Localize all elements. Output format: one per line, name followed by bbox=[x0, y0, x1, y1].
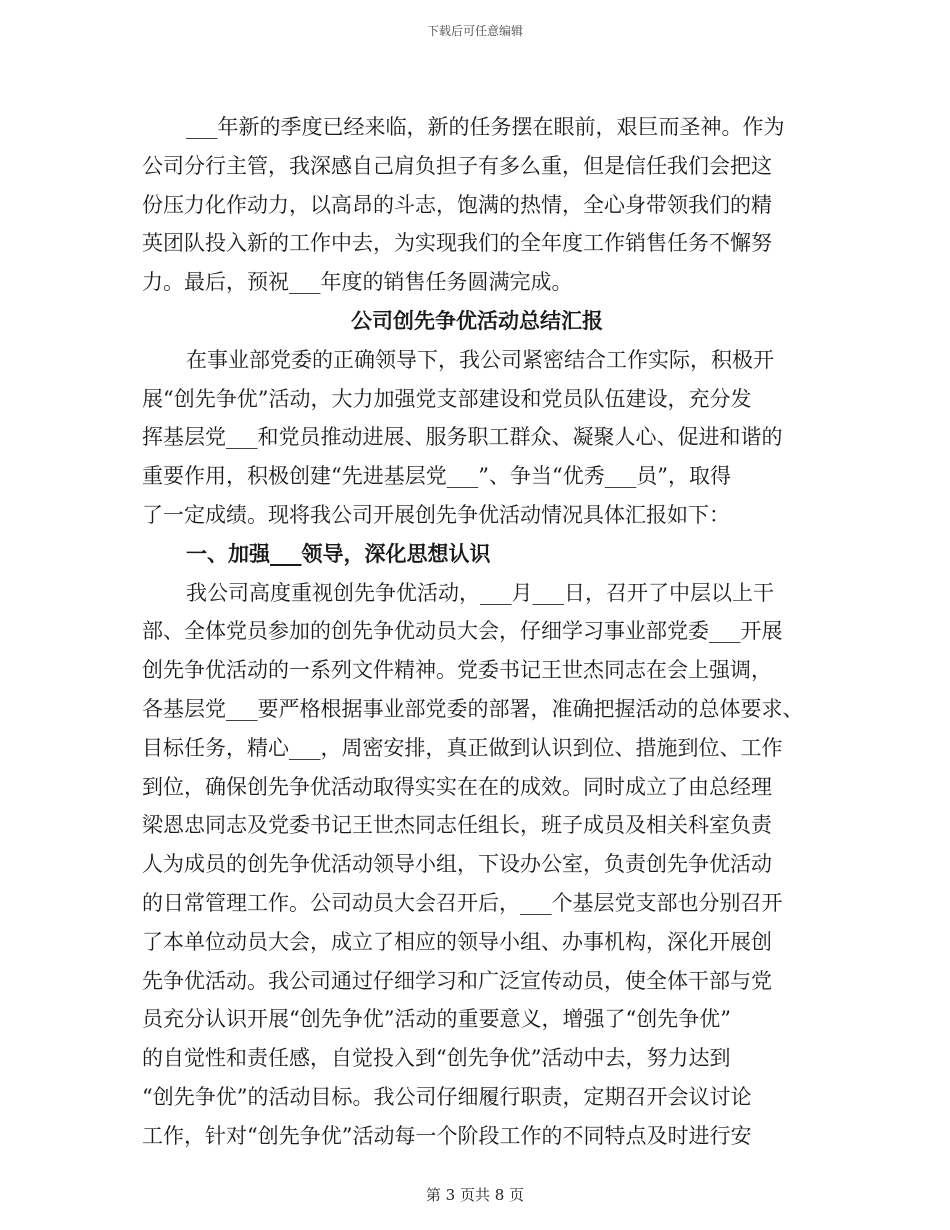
subsection-heading: 一、加强___领导，深化思想认识 bbox=[186, 540, 491, 566]
text-line: 我公司高度重视创先争优活动，___月___日，召开了中层以上干 bbox=[186, 580, 774, 605]
text-line: “创先争优”的活动目标。我公司仔细履行职责，定期召开会议讨论 bbox=[142, 1084, 752, 1109]
text-line: 工作，针对“创先争优”活动每一个阶段工作的不同特点及时进行安 bbox=[142, 1123, 752, 1148]
text-line: 各基层党___要严格根据事业部党委的部署，准确把握活动的总体要求、 bbox=[142, 696, 804, 721]
text-line: 展“创先争优”活动，大力加强党支部建设和党员队伍建设，充分发 bbox=[142, 386, 752, 411]
text-line: 梁恩忠同志及党委书记王世杰同志任组长，班子成员及相关科室负责 bbox=[142, 813, 772, 838]
text-line: ___年新的季度已经来临，新的任务摆在眼前，艰巨而圣神。作为 bbox=[186, 115, 785, 139]
text-line: 英团队投入新的工作中去，为实现我们的全年度工作销售任务不懈努 bbox=[142, 231, 772, 256]
text-line: 在事业部党委的正确领导下，我公司紧密结合工作实际，积极开 bbox=[186, 347, 774, 372]
text-line: 力。最后，预祝___年度的销售任务圆满完成。 bbox=[142, 270, 573, 295]
text-line: 的自觉性和责任感，自觉投入到“创先争优”活动中去，努力达到 bbox=[142, 1046, 731, 1071]
text-line: 的日常管理工作。公司动员大会召开后，___个基层党支部也分别召开 bbox=[142, 890, 783, 915]
document-body bbox=[142, 108, 812, 1156]
text-line: 挥基层党___和党员推动进展、服务职工群众、凝聚人心、促进和谐的 bbox=[142, 425, 783, 450]
text-line: 到位，确保创先争优活动取得实实在在的成效。同时成立了由总经理 bbox=[142, 774, 772, 799]
section-title: 公司创先争优活动总结汇报 bbox=[351, 307, 603, 333]
text-line: 员充分认识开展“创先争优”活动的重要意义，增强了“创先争优” bbox=[142, 1007, 731, 1032]
page-number: 第 3 页共 8 页 bbox=[425, 1186, 525, 1204]
text-line: 了一定成绩。现将我公司开展创先争优活动情况具体汇报如下： bbox=[142, 502, 730, 527]
page-header-note: 下载后可任意编辑 bbox=[426, 24, 523, 38]
text-line: 先争优活动。我公司通过仔细学习和广泛宣传动员，使全体干部与党 bbox=[142, 968, 772, 993]
text-line: 份压力化作动力，以高昂的斗志，饱满的热情，全心身带领我们的精 bbox=[142, 192, 772, 217]
text-line: 目标任务，精心___，周密安排，真正做到认识到位、措施到位、工作 bbox=[142, 735, 783, 760]
text-line: 创先争优活动的一系列文件精神。党委书记王世杰同志在会上强调， bbox=[142, 658, 772, 683]
text-line: 人为成员的创先争优活动领导小组，下设办公室，负责创先争优活动 bbox=[142, 852, 772, 877]
text-line: 部、全体党员参加的创先争优动员大会，仔细学习事业部党委___开展 bbox=[142, 619, 783, 644]
text-line: 了本单位动员大会，成立了相应的领导小组、办事机构，深化开展创 bbox=[142, 929, 772, 954]
text-line: 公司分行主管，我深感自己肩负担子有多么重，但是信任我们会把这 bbox=[142, 153, 772, 178]
text-line: 重要作用，积极创建“先进基层党___”、争当“优秀___员”，取得 bbox=[142, 464, 731, 489]
